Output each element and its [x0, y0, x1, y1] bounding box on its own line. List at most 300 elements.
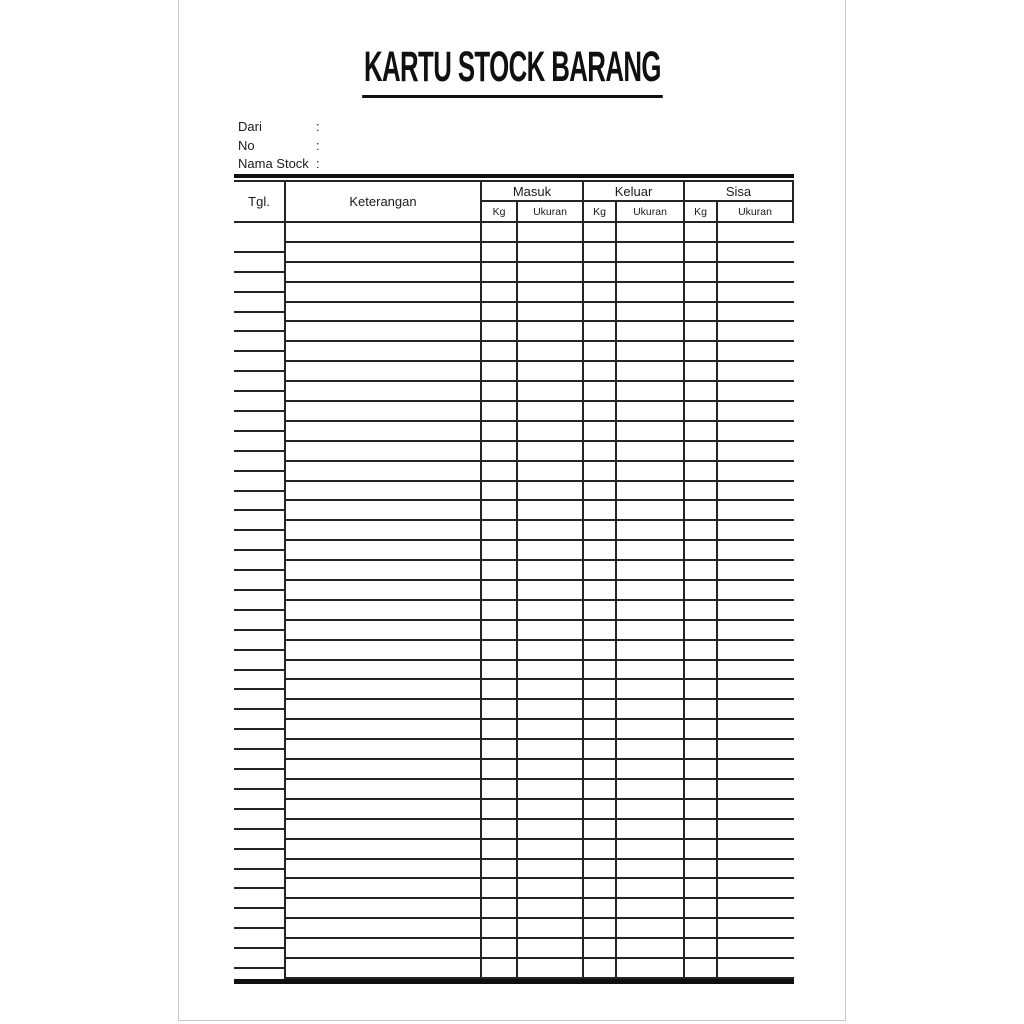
table-cell-empty	[518, 581, 584, 601]
table-cell-empty	[234, 740, 286, 760]
table-cell-empty	[482, 720, 518, 740]
table-cell-empty	[584, 720, 617, 740]
table-cell-empty	[518, 442, 584, 462]
table-cell-empty	[685, 700, 718, 720]
table-cell-empty	[718, 561, 794, 581]
table-cell-empty	[286, 561, 482, 581]
table-cell-empty	[518, 482, 584, 502]
table-cell-empty	[482, 243, 518, 263]
table-row	[234, 581, 794, 601]
table-cell-empty	[685, 362, 718, 382]
table-cell-empty	[617, 919, 685, 939]
table-cell-empty	[718, 800, 794, 820]
table-cell-empty	[234, 382, 286, 402]
table-cell-empty	[286, 581, 482, 601]
header-sisa-ukuran: Ukuran	[738, 205, 772, 218]
table-cell-empty	[685, 501, 718, 521]
table-cell-empty	[718, 223, 794, 243]
table-cell-empty	[518, 402, 584, 422]
table-cell-empty	[718, 780, 794, 800]
table-cell-empty	[482, 899, 518, 919]
table-cell-empty	[286, 342, 482, 362]
table-row	[234, 541, 794, 561]
table-row	[234, 680, 794, 700]
table-cell-empty	[482, 382, 518, 402]
table-cell-empty	[584, 263, 617, 283]
table-cell-empty	[234, 521, 286, 541]
table-cell-empty	[518, 959, 584, 979]
table-cell-empty	[286, 303, 482, 323]
table-row	[234, 601, 794, 621]
table-cell-empty	[584, 402, 617, 422]
table-row	[234, 382, 794, 402]
table-cell-empty	[718, 243, 794, 263]
table-cell-empty	[718, 283, 794, 303]
table-cell-empty	[286, 462, 482, 482]
table-cell-empty	[584, 322, 617, 342]
table-row	[234, 700, 794, 720]
table-row	[234, 879, 794, 899]
table-cell-empty	[286, 879, 482, 899]
table-cell-empty	[286, 899, 482, 919]
table-cell-empty	[718, 959, 794, 979]
title-row	[179, 43, 845, 98]
table-cell-empty	[482, 501, 518, 521]
table-cell-empty	[518, 501, 584, 521]
table-cell-empty	[584, 362, 617, 382]
table-cell-empty	[584, 899, 617, 919]
table-cell-empty	[617, 263, 685, 283]
table-cell-empty	[482, 919, 518, 939]
header-masuk-ukuran: Ukuran	[533, 205, 567, 218]
table-cell-empty	[617, 322, 685, 342]
table-cell-empty	[482, 521, 518, 541]
table-row	[234, 501, 794, 521]
table-cell-empty	[617, 561, 685, 581]
table-cell-empty	[518, 561, 584, 581]
table-cell-empty	[718, 700, 794, 720]
table-cell-empty	[617, 860, 685, 880]
table-cell-empty	[234, 780, 286, 800]
header-group-masuk	[482, 182, 584, 221]
table-cell-empty	[286, 800, 482, 820]
table-cell-empty	[234, 700, 286, 720]
table-cell-empty	[685, 760, 718, 780]
table-cell-empty	[518, 322, 584, 342]
table-cell-empty	[518, 899, 584, 919]
table-cell-empty	[718, 402, 794, 422]
table-cell-empty	[718, 919, 794, 939]
table-cell-empty	[234, 680, 286, 700]
table-cell-empty	[482, 283, 518, 303]
table-cell-empty	[617, 382, 685, 402]
table-cell-empty	[685, 322, 718, 342]
table-cell-empty	[617, 442, 685, 462]
table-cell-empty	[718, 521, 794, 541]
field-no	[238, 137, 446, 156]
table-cell-empty	[617, 899, 685, 919]
table-cell-empty	[685, 860, 718, 880]
table-row	[234, 720, 794, 740]
table-cell-empty	[685, 561, 718, 581]
table-cell-empty	[685, 919, 718, 939]
table-cell-empty	[718, 462, 794, 482]
table-cell-empty	[518, 601, 584, 621]
table-row	[234, 860, 794, 880]
field-dari-colon: :	[316, 119, 320, 134]
table-cell-empty	[584, 740, 617, 760]
table-cell-empty	[617, 720, 685, 740]
field-no-colon: :	[316, 137, 320, 153]
table-row	[234, 342, 794, 362]
table-cell-empty	[617, 462, 685, 482]
table-cell-empty	[584, 382, 617, 402]
table-cell-empty	[718, 860, 794, 880]
table-cell-empty	[482, 939, 518, 959]
table-cell-empty	[286, 422, 482, 442]
table-cell-empty	[286, 541, 482, 561]
table-cell-empty	[685, 621, 718, 641]
table-cell-empty	[584, 283, 617, 303]
table-cell-empty	[584, 661, 617, 681]
table-cell-empty	[685, 402, 718, 422]
header-sisa-kg: Kg	[685, 202, 718, 221]
table-row	[234, 840, 794, 860]
table-cell-empty	[685, 283, 718, 303]
field-dari-label: Dari	[238, 119, 262, 134]
table-cell-empty	[685, 780, 718, 800]
table-cell-empty	[286, 959, 482, 979]
table-row	[234, 959, 794, 979]
table-cell-empty	[518, 840, 584, 860]
table-cell-empty	[718, 740, 794, 760]
table-cell-empty	[685, 680, 718, 700]
table-cell-empty	[234, 959, 286, 979]
table-cell-empty	[482, 601, 518, 621]
table-cell-empty	[718, 581, 794, 601]
table-cell-empty	[482, 661, 518, 681]
table-cell-empty	[518, 521, 584, 541]
table-cell-empty	[584, 482, 617, 502]
table-row	[234, 561, 794, 581]
table-cell-empty	[482, 641, 518, 661]
table-cell-empty	[482, 422, 518, 442]
table-cell-empty	[685, 720, 718, 740]
table-cell-empty	[286, 601, 482, 621]
table-body	[234, 223, 794, 979]
table-cell-empty	[518, 800, 584, 820]
table-cell-empty	[584, 561, 617, 581]
table-cell-empty	[518, 621, 584, 641]
table-cell-empty	[584, 680, 617, 700]
table-cell-empty	[718, 641, 794, 661]
table-cell-empty	[518, 462, 584, 482]
header-keluar-kg: Kg	[584, 202, 617, 221]
table-row	[234, 263, 794, 283]
table-cell-empty	[234, 541, 286, 561]
table-cell-empty	[685, 263, 718, 283]
table-cell-empty	[518, 680, 584, 700]
table-cell-empty	[617, 700, 685, 720]
table-cell-empty	[234, 879, 286, 899]
table-cell-empty	[584, 422, 617, 442]
table-cell-empty	[617, 780, 685, 800]
table-cell-empty	[286, 621, 482, 641]
table-cell-empty	[234, 760, 286, 780]
table-cell-empty	[482, 800, 518, 820]
table-cell-empty	[718, 879, 794, 899]
table-cell-empty	[518, 720, 584, 740]
header-masuk-kg: Kg	[482, 202, 518, 221]
table-cell-empty	[685, 641, 718, 661]
table-cell-empty	[584, 919, 617, 939]
table-cell-empty	[482, 322, 518, 342]
table-cell-empty	[482, 303, 518, 323]
table-cell-empty	[518, 303, 584, 323]
table-cell-empty	[685, 442, 718, 462]
table-cell-empty	[482, 780, 518, 800]
table-cell-empty	[685, 462, 718, 482]
table-cell-empty	[617, 541, 685, 561]
table-row	[234, 521, 794, 541]
table-cell-empty	[685, 601, 718, 621]
table-cell-empty	[286, 661, 482, 681]
table-cell-empty	[718, 322, 794, 342]
table-cell-empty	[685, 661, 718, 681]
table-cell-empty	[584, 621, 617, 641]
table-cell-empty	[718, 482, 794, 502]
table-row	[234, 780, 794, 800]
header-keluar: Keluar	[584, 182, 683, 202]
table-cell-empty	[718, 760, 794, 780]
table-cell-empty	[518, 740, 584, 760]
table-cell-empty	[482, 263, 518, 283]
table-cell-empty	[234, 860, 286, 880]
table-cell-empty	[482, 581, 518, 601]
table-cell-empty	[617, 501, 685, 521]
table-cell-empty	[234, 561, 286, 581]
table-row	[234, 760, 794, 780]
table-cell-empty	[286, 740, 482, 760]
field-nama-stock-colon: :	[316, 156, 320, 171]
table-cell-empty	[685, 422, 718, 442]
table-cell-empty	[617, 760, 685, 780]
table-cell-empty	[234, 621, 286, 641]
table-cell-empty	[286, 680, 482, 700]
table-cell-empty	[617, 362, 685, 382]
table-cell-empty	[286, 402, 482, 422]
table-cell-empty	[482, 840, 518, 860]
table-cell-empty	[584, 462, 617, 482]
table-cell-empty	[482, 680, 518, 700]
table-cell-empty	[518, 760, 584, 780]
table-cell-empty	[617, 342, 685, 362]
table-cell-empty	[718, 720, 794, 740]
header-keluar-sub	[584, 202, 683, 221]
table-cell-empty	[286, 700, 482, 720]
header-sisa-sub	[685, 202, 792, 221]
table-cell-empty	[617, 939, 685, 959]
paper-page	[178, 0, 846, 1021]
table-cell-empty	[234, 243, 286, 263]
table-cell-empty	[617, 402, 685, 422]
header-sisa: Sisa	[685, 182, 792, 202]
table-cell-empty	[482, 700, 518, 720]
table-cell-empty	[718, 442, 794, 462]
table-cell-empty	[718, 820, 794, 840]
table-cell-empty	[617, 243, 685, 263]
table-cell-empty	[286, 840, 482, 860]
table-cell-empty	[286, 820, 482, 840]
table-cell-empty	[685, 740, 718, 760]
table-row	[234, 303, 794, 323]
field-nama-stock	[238, 155, 446, 174]
table-cell-empty	[234, 919, 286, 939]
table-cell-empty	[234, 840, 286, 860]
table-cell-empty	[234, 462, 286, 482]
identity-fields	[238, 118, 446, 174]
table-cell-empty	[584, 641, 617, 661]
table-cell-empty	[617, 303, 685, 323]
table-cell-empty	[584, 959, 617, 979]
table-cell-empty	[234, 223, 286, 243]
field-no-label: No	[238, 137, 255, 153]
table-cell-empty	[584, 243, 617, 263]
table-cell-empty	[685, 879, 718, 899]
table-cell-empty	[234, 601, 286, 621]
table-cell-empty	[234, 482, 286, 502]
table-cell-empty	[617, 680, 685, 700]
table-cell-empty	[286, 382, 482, 402]
table-cell-empty	[482, 760, 518, 780]
table-row	[234, 462, 794, 482]
table-cell-empty	[482, 740, 518, 760]
table-cell-empty	[685, 899, 718, 919]
table-cell-empty	[617, 581, 685, 601]
table-cell-empty	[482, 482, 518, 502]
table-cell-empty	[286, 482, 482, 502]
table-cell-empty	[482, 621, 518, 641]
table-row	[234, 362, 794, 382]
table-cell-empty	[718, 939, 794, 959]
table-cell-empty	[617, 521, 685, 541]
table-cell-empty	[482, 362, 518, 382]
table-cell-empty	[518, 700, 584, 720]
header-masuk: Masuk	[482, 182, 582, 202]
page-title: KARTU STOCK BARANG	[362, 46, 662, 98]
table-top-rule	[234, 174, 794, 178]
table-cell-empty	[718, 382, 794, 402]
table-cell-empty	[617, 223, 685, 243]
table-cell-empty	[518, 283, 584, 303]
table-cell-empty	[584, 820, 617, 840]
table-cell-empty	[685, 820, 718, 840]
table-cell-empty	[718, 541, 794, 561]
table-cell-empty	[286, 362, 482, 382]
table-row	[234, 283, 794, 303]
table-cell-empty	[718, 680, 794, 700]
header-tgl: Tgl.	[234, 182, 286, 221]
table-row	[234, 482, 794, 502]
table-cell-empty	[234, 362, 286, 382]
table-cell-empty	[617, 482, 685, 502]
table-cell-empty	[518, 860, 584, 880]
table-cell-empty	[234, 939, 286, 959]
table-cell-empty	[718, 362, 794, 382]
table-cell-empty	[685, 800, 718, 820]
table-cell-empty	[617, 283, 685, 303]
table-cell-empty	[234, 442, 286, 462]
table-cell-empty	[482, 442, 518, 462]
table-row	[234, 621, 794, 641]
table-cell-empty	[617, 661, 685, 681]
table-cell-empty	[286, 641, 482, 661]
table-cell-empty	[685, 382, 718, 402]
table-cell-empty	[685, 303, 718, 323]
table-cell-empty	[617, 422, 685, 442]
table-cell-empty	[234, 641, 286, 661]
table-cell-empty	[518, 780, 584, 800]
table-cell-empty	[584, 501, 617, 521]
table-cell-empty	[518, 263, 584, 283]
header-group-sisa	[685, 182, 794, 221]
table-cell-empty	[718, 601, 794, 621]
table-cell-empty	[286, 860, 482, 880]
table-header	[234, 180, 794, 223]
table-cell-empty	[286, 720, 482, 740]
table-row	[234, 820, 794, 840]
table-cell-empty	[584, 860, 617, 880]
table-row	[234, 223, 794, 243]
table-cell-empty	[584, 303, 617, 323]
table-cell-empty	[584, 581, 617, 601]
table-row	[234, 243, 794, 263]
table-cell-empty	[518, 541, 584, 561]
table-cell-empty	[234, 283, 286, 303]
table-cell-empty	[518, 661, 584, 681]
table-cell-empty	[584, 601, 617, 621]
table-cell-empty	[718, 501, 794, 521]
table-row	[234, 402, 794, 422]
table-cell-empty	[286, 780, 482, 800]
table-cell-empty	[518, 879, 584, 899]
table-cell-empty	[482, 820, 518, 840]
table-cell-empty	[718, 840, 794, 860]
header-keterangan: Keterangan	[286, 182, 482, 221]
table-cell-empty	[234, 501, 286, 521]
table-row	[234, 422, 794, 442]
table-cell-empty	[685, 521, 718, 541]
table-cell-empty	[518, 342, 584, 362]
table-cell-empty	[234, 263, 286, 283]
table-cell-empty	[584, 879, 617, 899]
table-cell-empty	[518, 939, 584, 959]
stock-table	[234, 174, 794, 984]
table-cell-empty	[718, 422, 794, 442]
table-cell-empty	[518, 223, 584, 243]
table-cell-empty	[518, 362, 584, 382]
table-cell-empty	[685, 223, 718, 243]
table-cell-empty	[718, 342, 794, 362]
table-row	[234, 939, 794, 959]
table-cell-empty	[718, 661, 794, 681]
table-cell-empty	[286, 501, 482, 521]
table-cell-empty	[584, 939, 617, 959]
table-cell-empty	[685, 959, 718, 979]
table-cell-empty	[518, 820, 584, 840]
table-cell-empty	[234, 402, 286, 422]
table-cell-empty	[234, 661, 286, 681]
